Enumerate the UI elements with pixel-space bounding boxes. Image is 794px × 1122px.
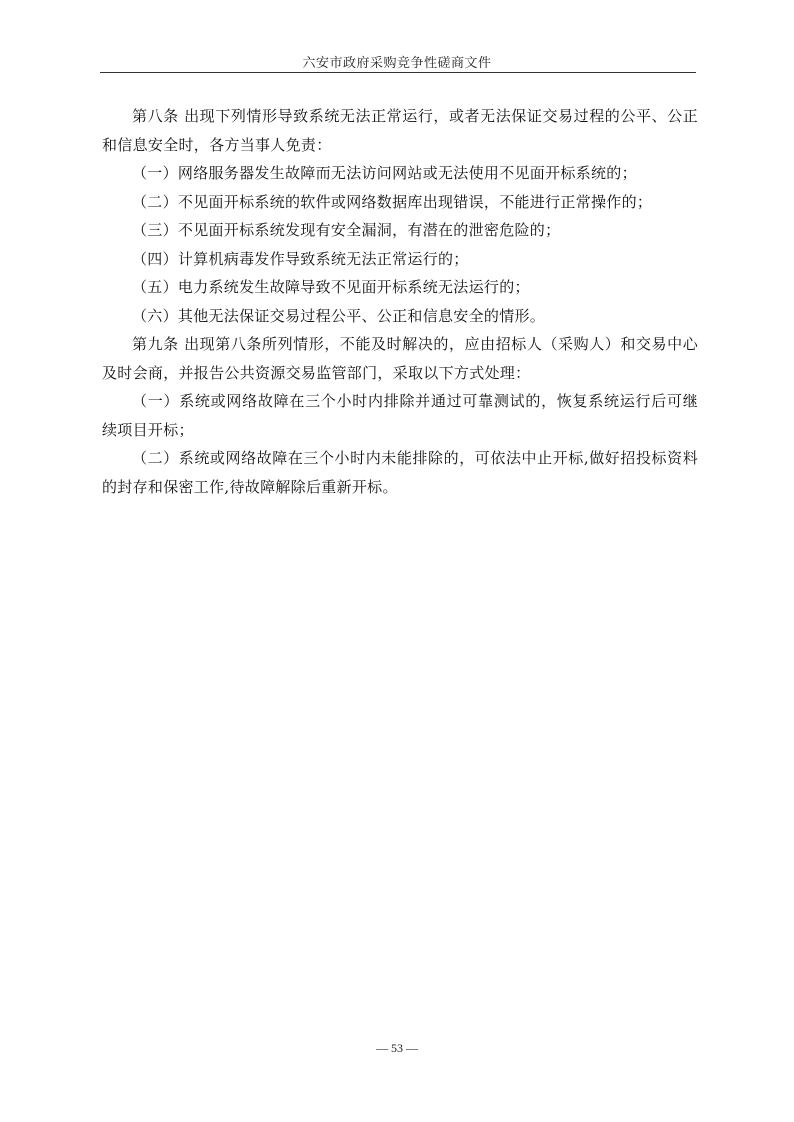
article-8-item-2: （二）不见面开标系统的软件或网络数据库出现错误，不能进行正常操作的；: [132, 192, 653, 211]
page-number: — 53 —: [376, 1041, 418, 1055]
article-8-paragraph: 第八条 出现下列情形导致系统无法正常运行，或者无法保证交易过程的公平、公正和信息安全时，各方当事人免责：: [102, 107, 698, 154]
article-9-paragraph: 第九条 出现第八条所列情形，不能及时解决的，应由招标人（采购人）和交易中心及时会商，并报告公共资源交易监管部门，采取以下方式处理：: [102, 335, 698, 382]
article-8-item-3: （三）不见面开标系统发现有安全漏洞，有潜在的泄密危险的；: [132, 221, 561, 239]
article-8-item-1: （一）网络服务器发生故障而无法访问网站或无法使用不见面开标系统的；: [132, 164, 637, 182]
article-8-item-5: （五）电力系统发生故障导致不见面开标系统无法运行的；: [132, 278, 530, 296]
article-8-item-4: （四）计算机病毒发作导致系统无法正常运行的；: [132, 249, 469, 268]
article-9-item-1: （一）系统或网络故障在三个小时内排除并通过可靠测试的，恢复系统运行后可继续项目开标；: [102, 392, 698, 439]
article-8-item-6: （六）其他无法保证交易过程公平、公正和信息安全的情形。: [132, 306, 546, 325]
page-header-title: 六安市政府采购竞争性磋商文件: [302, 56, 492, 71]
article-9-item-2: （二）系统或网络故障在三个小时内未能排除的，可依法中止开标,做好招投标资料的封存和保密工作,待故障解除后重新开标。: [102, 449, 698, 496]
document-body: [102, 102, 698, 501]
header-divider: [100, 72, 696, 73]
